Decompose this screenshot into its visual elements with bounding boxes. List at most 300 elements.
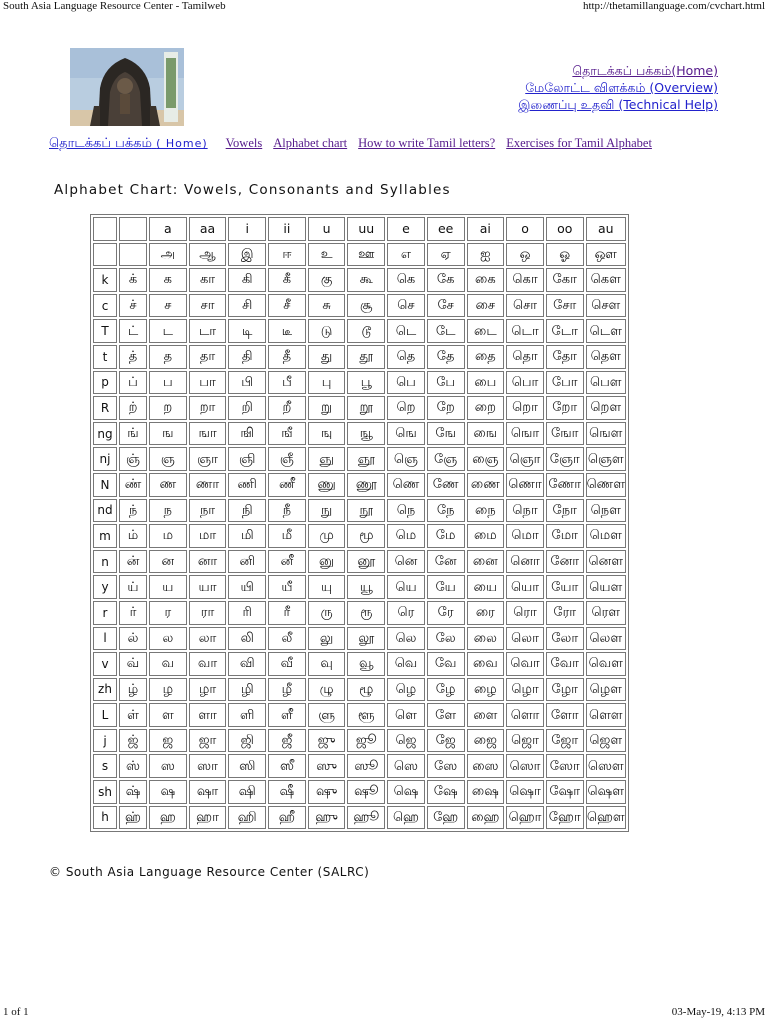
syllable-cell: நொ: [506, 499, 544, 523]
vowel-tamil-header: ஔ: [586, 243, 626, 267]
syllable-cell: னொ: [506, 550, 544, 574]
syllable-cell: ணோ: [546, 473, 584, 497]
syllable-cell: ஷோ: [546, 780, 584, 804]
syllable-cell: பூ: [347, 371, 385, 395]
syllable-cell: கொ: [506, 268, 544, 292]
syllable-cell: கா: [189, 268, 227, 292]
consonant-roman-label: N: [93, 473, 117, 497]
syllable-cell: ஹொ: [506, 806, 544, 830]
syllable-cell: டௌ: [586, 319, 626, 343]
consonant-roman-label: R: [93, 396, 117, 420]
syllable-cell: ஙூ: [347, 422, 385, 446]
nav-exercises-link[interactable]: Exercises for Tamil Alphabet: [506, 136, 652, 150]
syllable-cell: மீ: [268, 524, 306, 548]
syllable-cell: கீ: [268, 268, 306, 292]
syllable-cell: வ: [149, 652, 187, 676]
syllable-cell: ஷௌ: [586, 780, 626, 804]
syllable-cell: ஸௌ: [586, 754, 626, 778]
consonant-roman-label: r: [93, 601, 117, 625]
syllable-cell: ணொ: [506, 473, 544, 497]
table-row: [93, 319, 626, 343]
syllable-cell: கே: [427, 268, 465, 292]
syllable-cell: ஷே: [427, 780, 465, 804]
syllable-cell: ஞா: [189, 447, 227, 471]
consonant-roman-label: sh: [93, 780, 117, 804]
syllable-cell: ளோ: [546, 703, 584, 727]
syllable-cell: ஷை: [467, 780, 505, 804]
syllable-cell: ஷூ: [347, 780, 385, 804]
consonant-roman-label: p: [93, 371, 117, 395]
syllable-cell: தீ: [268, 345, 306, 369]
syllable-cell: ஙெ: [387, 422, 425, 446]
syllable-cell: ஜோ: [546, 729, 584, 753]
consonant-pure: ம்: [119, 524, 147, 548]
syllable-cell: தெ: [387, 345, 425, 369]
syllable-cell: நு: [308, 499, 346, 523]
print-header: [0, 0, 768, 14]
table-row: [93, 396, 626, 420]
syllable-cell: றா: [189, 396, 227, 420]
syllable-cell: ளூ: [347, 703, 385, 727]
consonant-pure: ஷ்: [119, 780, 147, 804]
syllable-cell: நே: [427, 499, 465, 523]
print-footer: [0, 1006, 768, 1020]
syllable-cell: ரே: [427, 601, 465, 625]
syllable-cell: சை: [467, 294, 505, 318]
consonant-pure: த்: [119, 345, 147, 369]
syllable-cell: வூ: [347, 652, 385, 676]
syllable-cell: ழா: [189, 678, 227, 702]
syllable-cell: ரை: [467, 601, 505, 625]
syllable-cell: ஹா: [189, 806, 227, 830]
syllable-cell: ளெ: [387, 703, 425, 727]
syllable-cell: பீ: [268, 371, 306, 395]
syllable-cell: ஹை: [467, 806, 505, 830]
vowel-tamil-header: ஏ: [427, 243, 465, 267]
vowel-roman-header: i: [228, 217, 266, 241]
vowel-roman-header: a: [149, 217, 187, 241]
syllable-cell: னீ: [268, 550, 306, 574]
vowel-tamil-header: அ: [149, 243, 187, 267]
consonant-pure: ற்: [119, 396, 147, 420]
consonant-pure: ள்: [119, 703, 147, 727]
syllable-cell: ர: [149, 601, 187, 625]
syllable-cell: வௌ: [586, 652, 626, 676]
syllable-cell: றை: [467, 396, 505, 420]
syllable-cell: பெ: [387, 371, 425, 395]
syllable-cell: ஷொ: [506, 780, 544, 804]
syllable-cell: சௌ: [586, 294, 626, 318]
syllable-cell: தௌ: [586, 345, 626, 369]
technical-help-link[interactable]: இணைப்பு உதவி (Technical Help): [518, 97, 718, 112]
syllable-cell: றூ: [347, 396, 385, 420]
syllable-cell: ஞே: [427, 447, 465, 471]
alphabet-table: [90, 214, 629, 832]
syllable-cell: னௌ: [586, 550, 626, 574]
syllable-cell: ளை: [467, 703, 505, 727]
table-row: [93, 754, 626, 778]
syllable-cell: ஹி: [228, 806, 266, 830]
syllable-cell: நோ: [546, 499, 584, 523]
syllable-cell: மொ: [506, 524, 544, 548]
syllable-cell: ஹ: [149, 806, 187, 830]
syllable-cell: கோ: [546, 268, 584, 292]
syllable-cell: லி: [228, 627, 266, 651]
syllable-cell: ண: [149, 473, 187, 497]
consonant-roman-label: v: [93, 652, 117, 676]
syllable-cell: ல: [149, 627, 187, 651]
consonant-pure: ண்: [119, 473, 147, 497]
syllable-cell: செ: [387, 294, 425, 318]
syllable-cell: னே: [427, 550, 465, 574]
table-row: [93, 294, 626, 318]
syllable-cell: யை: [467, 575, 505, 599]
syllable-cell: ஹௌ: [586, 806, 626, 830]
syllable-cell: ரௌ: [586, 601, 626, 625]
syllable-cell: பு: [308, 371, 346, 395]
vowel-tamil-header: இ: [228, 243, 266, 267]
consonant-roman-label: nd: [93, 499, 117, 523]
table-row: [93, 243, 626, 267]
print-page-url: http://thetamillanguage.com/cvchart.html: [582, 0, 765, 12]
syllable-cell: னூ: [347, 550, 385, 574]
syllable-cell: கெ: [387, 268, 425, 292]
syllable-cell: டோ: [546, 319, 584, 343]
nav-home-link[interactable]: தொடக்கப் பக்கம் ( Home): [49, 136, 208, 151]
syllable-cell: லு: [308, 627, 346, 651]
syllable-cell: ஞ: [149, 447, 187, 471]
consonant-roman-label: n: [93, 550, 117, 574]
table-row: [93, 473, 626, 497]
syllable-cell: கு: [308, 268, 346, 292]
syllable-cell: ணா: [189, 473, 227, 497]
consonant-pure: ழ்: [119, 678, 147, 702]
syllable-cell: டை: [467, 319, 505, 343]
syllable-cell: ஜூ: [347, 729, 385, 753]
syllable-cell: ழௌ: [586, 678, 626, 702]
vowel-roman-header: e: [387, 217, 425, 241]
syllable-cell: ப: [149, 371, 187, 395]
print-page-title: South Asia Language Resource Center - Tamilweb: [3, 0, 226, 12]
syllable-cell: னு: [308, 550, 346, 574]
consonant-roman-label: T: [93, 319, 117, 343]
overview-link[interactable]: மேலோட்ட விளக்கம் (Overview): [525, 80, 718, 95]
syllable-cell: ஞை: [467, 447, 505, 471]
syllable-cell: ழி: [228, 678, 266, 702]
syllable-cell: மூ: [347, 524, 385, 548]
syllable-cell: ஸை: [467, 754, 505, 778]
consonant-roman-label: m: [93, 524, 117, 548]
syllable-cell: சூ: [347, 294, 385, 318]
consonant-roman-label: ng: [93, 422, 117, 446]
syllable-cell: மௌ: [586, 524, 626, 548]
vowel-roman-header: ai: [467, 217, 505, 241]
syllable-cell: ழொ: [506, 678, 544, 702]
syllable-cell: னா: [189, 550, 227, 574]
syllable-cell: டு: [308, 319, 346, 343]
syllable-cell: தா: [189, 345, 227, 369]
syllable-cell: ழீ: [268, 678, 306, 702]
syllable-cell: மி: [228, 524, 266, 548]
syllable-cell: யூ: [347, 575, 385, 599]
syllable-cell: ரோ: [546, 601, 584, 625]
consonant-roman-label: zh: [93, 678, 117, 702]
home-link[interactable]: தொடக்கப் பக்கம்(Home): [572, 63, 718, 78]
syllable-cell: ஞெ: [387, 447, 425, 471]
syllable-cell: டா: [189, 319, 227, 343]
syllable-cell: றே: [427, 396, 465, 420]
syllable-cell: ஹோ: [546, 806, 584, 830]
syllable-cell: சு: [308, 294, 346, 318]
syllable-cell: யௌ: [586, 575, 626, 599]
vowel-tamil-header: ஊ: [347, 243, 385, 267]
syllable-cell: று: [308, 396, 346, 420]
syllable-cell: லெ: [387, 627, 425, 651]
syllable-cell: வே: [427, 652, 465, 676]
syllable-cell: தொ: [506, 345, 544, 369]
syllable-cell: யு: [308, 575, 346, 599]
nav-alphabet-chart-link[interactable]: Alphabet chart: [273, 136, 348, 150]
syllable-cell: சி: [228, 294, 266, 318]
syllable-cell: சா: [189, 294, 227, 318]
syllable-cell: ஜா: [189, 729, 227, 753]
syllable-cell: றொ: [506, 396, 544, 420]
syllable-cell: ஞு: [308, 447, 346, 471]
table-row: [93, 268, 626, 292]
table-row: [93, 601, 626, 625]
syllable-cell: ழெ: [387, 678, 425, 702]
syllable-cell: ஙௌ: [586, 422, 626, 446]
syllable-cell: ஸெ: [387, 754, 425, 778]
vowel-tamil-header: ஈ: [268, 243, 306, 267]
table-row: [93, 780, 626, 804]
syllable-cell: பொ: [506, 371, 544, 395]
syllable-cell: றோ: [546, 396, 584, 420]
syllable-cell: யோ: [546, 575, 584, 599]
syllable-cell: மை: [467, 524, 505, 548]
consonant-roman-label: k: [93, 268, 117, 292]
vowel-tamil-header: ஐ: [467, 243, 505, 267]
consonant-roman-label: h: [93, 806, 117, 830]
table-row: [93, 652, 626, 676]
syllable-cell: ளீ: [268, 703, 306, 727]
syllable-cell: ன: [149, 550, 187, 574]
syllable-cell: போ: [546, 371, 584, 395]
syllable-cell: ம: [149, 524, 187, 548]
table-row: [93, 422, 626, 446]
syllable-cell: ஙி: [228, 422, 266, 446]
consonant-pure: ங்: [119, 422, 147, 446]
syllable-cell: டீ: [268, 319, 306, 343]
syllable-cell: மெ: [387, 524, 425, 548]
print-page-number: 1 of 1: [3, 1006, 29, 1018]
syllable-cell: ணு: [308, 473, 346, 497]
syllable-cell: ங: [149, 422, 187, 446]
vowel-tamil-header: உ: [308, 243, 346, 267]
syllable-cell: ழு: [308, 678, 346, 702]
syllable-cell: ந: [149, 499, 187, 523]
syllable-cell: ஹூ: [347, 806, 385, 830]
syllable-cell: க: [149, 268, 187, 292]
syllable-cell: ச: [149, 294, 187, 318]
consonant-pure: ல்: [119, 627, 147, 651]
syllable-cell: யே: [427, 575, 465, 599]
syllable-cell: டி: [228, 319, 266, 343]
syllable-cell: யெ: [387, 575, 425, 599]
consonant-roman-label: L: [93, 703, 117, 727]
print-datetime: 03-May-19, 4:13 PM: [671, 1006, 765, 1018]
syllable-cell: ளி: [228, 703, 266, 727]
table-row: [93, 729, 626, 753]
syllable-cell: கி: [228, 268, 266, 292]
syllable-cell: ஷெ: [387, 780, 425, 804]
syllable-cell: ஜை: [467, 729, 505, 753]
syllable-cell: ஸ: [149, 754, 187, 778]
syllable-cell: ஙொ: [506, 422, 544, 446]
syllable-cell: னெ: [387, 550, 425, 574]
syllable-cell: ஷ: [149, 780, 187, 804]
syllable-cell: சே: [427, 294, 465, 318]
syllable-cell: தி: [228, 345, 266, 369]
table-row: [93, 703, 626, 727]
syllable-cell: லொ: [506, 627, 544, 651]
syllable-cell: கூ: [347, 268, 385, 292]
consonant-pure: ந்: [119, 499, 147, 523]
syllable-cell: ஸூ: [347, 754, 385, 778]
syllable-cell: ழை: [467, 678, 505, 702]
syllable-cell: ஜே: [427, 729, 465, 753]
syllable-cell: மே: [427, 524, 465, 548]
syllable-cell: ணி: [228, 473, 266, 497]
consonant-roman-label: nj: [93, 447, 117, 471]
syllable-cell: லோ: [546, 627, 584, 651]
syllable-cell: ஜெ: [387, 729, 425, 753]
syllable-cell: ஞொ: [506, 447, 544, 471]
syllable-cell: ளா: [189, 703, 227, 727]
syllable-cell: ஸா: [189, 754, 227, 778]
syllable-cell: ஞூ: [347, 447, 385, 471]
syllable-cell: ரா: [189, 601, 227, 625]
syllable-cell: கௌ: [586, 268, 626, 292]
consonant-pure: க்: [119, 268, 147, 292]
vowel-tamil-header: ஆ: [189, 243, 227, 267]
syllable-cell: ஷா: [189, 780, 227, 804]
consonant-pure: ட்: [119, 319, 147, 343]
syllable-cell: லா: [189, 627, 227, 651]
table-row: [93, 806, 626, 830]
syllable-cell: நூ: [347, 499, 385, 523]
syllable-cell: றி: [228, 396, 266, 420]
vowel-tamil-header: ஒ: [506, 243, 544, 267]
syllable-cell: ணெ: [387, 473, 425, 497]
syllable-cell: ணூ: [347, 473, 385, 497]
syllable-cell: வி: [228, 652, 266, 676]
table-row: [93, 499, 626, 523]
syllable-cell: மா: [189, 524, 227, 548]
syllable-cell: நா: [189, 499, 227, 523]
syllable-cell: து: [308, 345, 346, 369]
syllable-cell: னை: [467, 550, 505, 574]
syllable-cell: ஜொ: [506, 729, 544, 753]
syllable-cell: வீ: [268, 652, 306, 676]
vowel-roman-header: ii: [268, 217, 306, 241]
syllable-cell: நீ: [268, 499, 306, 523]
syllable-cell: ஙே: [427, 422, 465, 446]
nav-vowels-link[interactable]: Vowels: [225, 136, 263, 150]
main-nav: [49, 135, 659, 152]
syllable-cell: டூ: [347, 319, 385, 343]
syllable-cell: றெ: [387, 396, 425, 420]
consonant-pure: ச்: [119, 294, 147, 318]
syllable-cell: ரெ: [387, 601, 425, 625]
syllable-cell: யி: [228, 575, 266, 599]
table-row: [93, 345, 626, 369]
vowel-roman-header: uu: [347, 217, 385, 241]
syllable-cell: ளே: [427, 703, 465, 727]
syllable-cell: ஙீ: [268, 422, 306, 446]
syllable-cell: ரொ: [506, 601, 544, 625]
syllable-cell: நி: [228, 499, 266, 523]
table-row: [93, 217, 626, 241]
syllable-cell: ஸீ: [268, 754, 306, 778]
syllable-cell: மு: [308, 524, 346, 548]
syllable-cell: ணை: [467, 473, 505, 497]
syllable-cell: ஙா: [189, 422, 227, 446]
syllable-cell: ணே: [427, 473, 465, 497]
syllable-cell: ரூ: [347, 601, 385, 625]
consonant-roman-label: y: [93, 575, 117, 599]
syllable-cell: வோ: [546, 652, 584, 676]
syllable-cell: றீ: [268, 396, 306, 420]
syllable-cell: லூ: [347, 627, 385, 651]
syllable-cell: ஷு: [308, 780, 346, 804]
syllable-cell: ரு: [308, 601, 346, 625]
table-row: [93, 678, 626, 702]
syllable-cell: ஸே: [427, 754, 465, 778]
consonant-pure: ஞ்: [119, 447, 147, 471]
vowel-roman-header: o: [506, 217, 544, 241]
syllable-cell: றௌ: [586, 396, 626, 420]
syllable-cell: லை: [467, 627, 505, 651]
table-row: [93, 524, 626, 548]
syllable-cell: ஙோ: [546, 422, 584, 446]
table-row: [93, 447, 626, 471]
syllable-cell: வை: [467, 652, 505, 676]
site-logo: [70, 48, 184, 126]
empty-cell: [119, 217, 147, 241]
consonant-roman-label: c: [93, 294, 117, 318]
syllable-cell: ளௌ: [586, 703, 626, 727]
syllable-cell: ய: [149, 575, 187, 599]
vowel-roman-header: u: [308, 217, 346, 241]
syllable-cell: தோ: [546, 345, 584, 369]
syllable-cell: ரி: [228, 601, 266, 625]
consonant-roman-label: j: [93, 729, 117, 753]
consonant-pure: ஹ்: [119, 806, 147, 830]
empty-cell: [93, 217, 117, 241]
top-right-links: [518, 62, 718, 113]
syllable-cell: ஜு: [308, 729, 346, 753]
syllable-cell: ஜ: [149, 729, 187, 753]
syllable-cell: ஹீ: [268, 806, 306, 830]
consonant-roman-label: l: [93, 627, 117, 651]
syllable-cell: ஷீ: [268, 780, 306, 804]
syllable-cell: வெ: [387, 652, 425, 676]
nav-how-to-write-link[interactable]: How to write Tamil letters?: [358, 136, 496, 150]
syllable-cell: லீ: [268, 627, 306, 651]
syllable-cell: ஞௌ: [586, 447, 626, 471]
syllable-cell: பை: [467, 371, 505, 395]
